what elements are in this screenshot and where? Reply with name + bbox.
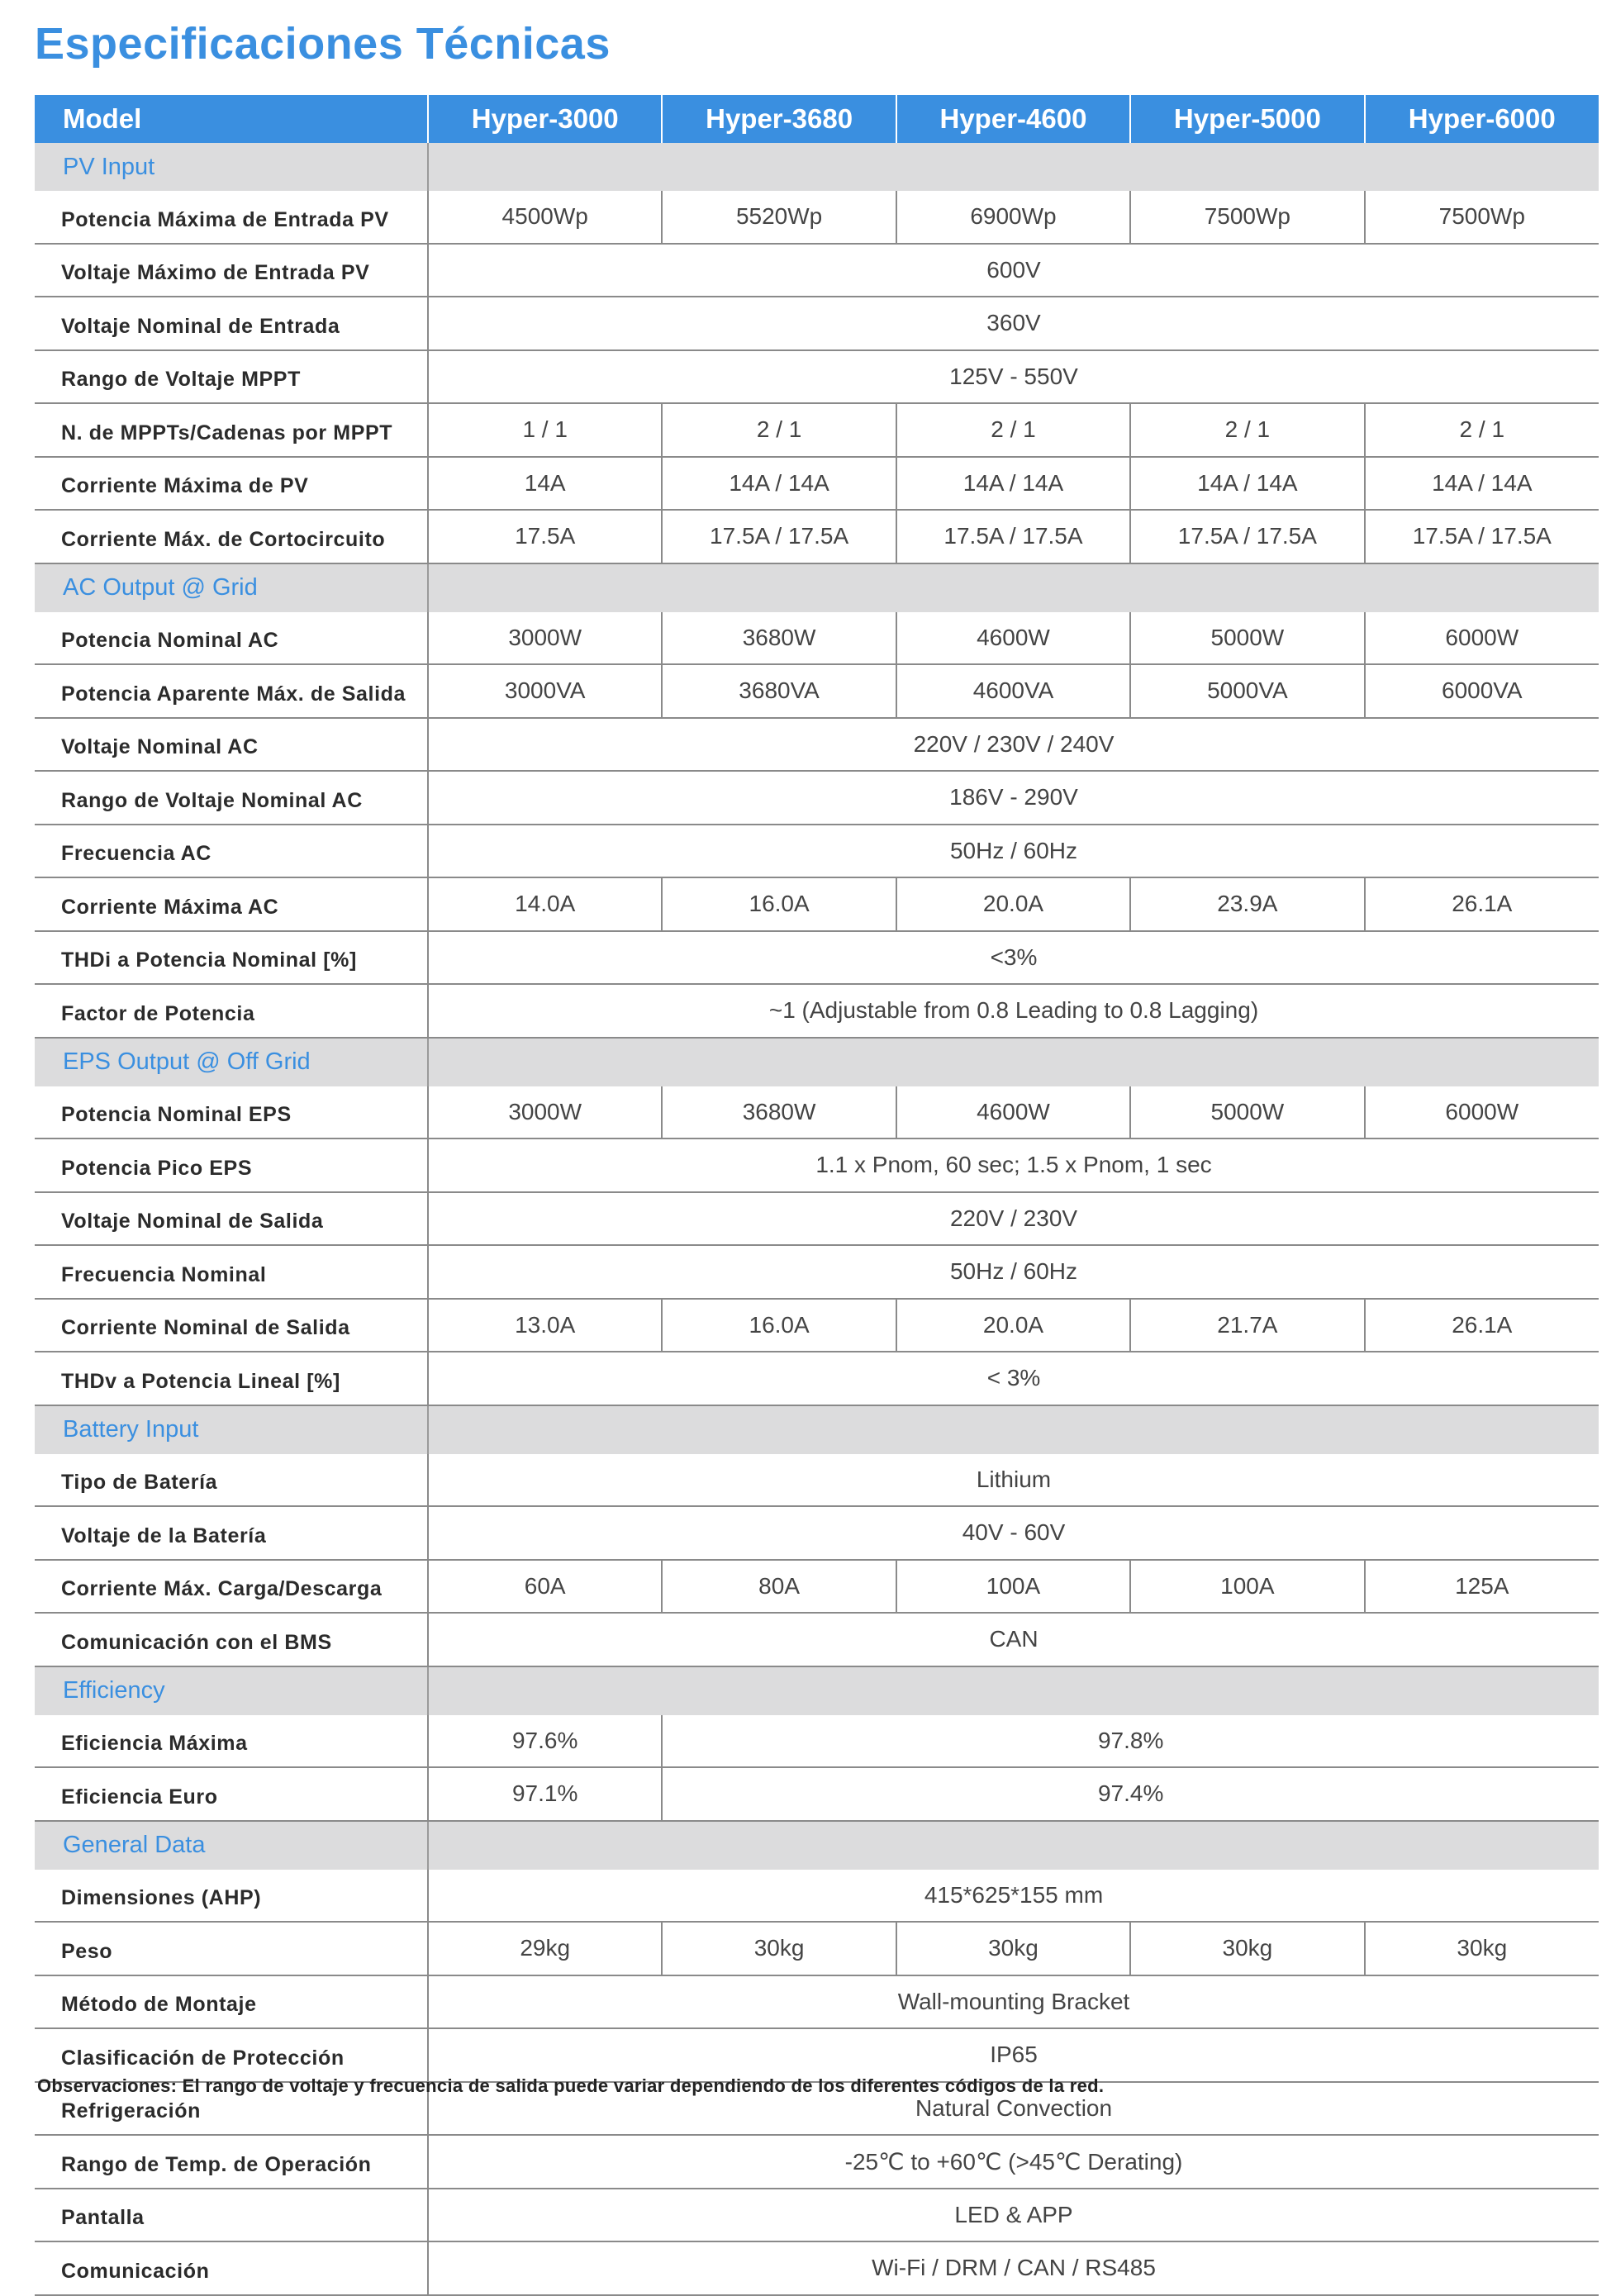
row-value: 5520Wp [662,191,896,244]
section-title: PV Input [35,143,428,191]
row-label: Clasificación de Protección [35,2028,428,2082]
row-value: 5000VA [1130,664,1364,718]
row-label: Método de Montaje [35,1975,428,2029]
table-row [35,664,1599,718]
row-value: 125V - 550V [428,350,1599,404]
row-value: 17.5A / 17.5A [1365,510,1599,563]
footnote: Observaciones: El rango de voltaje y frecuencia de salida puede variar dependiendo de los diferentes códigos de la red. [37,2075,1105,2096]
header-model-name: Hyper-6000 [1365,95,1599,143]
table-row [35,1192,1599,1246]
row-label: Tipo de Batería [35,1454,428,1507]
section-header-row [35,563,1599,612]
row-label: Frecuencia Nominal [35,1245,428,1299]
section-header-row [35,143,1599,191]
table-row [35,984,1599,1038]
row-value: IP65 [428,2028,1599,2082]
row-value: Natural Convection [428,2082,1599,2136]
spec-table [35,95,1599,2296]
row-value: 16.0A [662,1299,896,1352]
row-label: Dimensiones (AHP) [35,1870,428,1923]
table-row [35,403,1599,457]
row-value: 80A [662,1560,896,1614]
row-value: 97.1% [428,1767,662,1821]
row-value: 17.5A / 17.5A [1130,510,1364,563]
row-value: 4600W [896,612,1130,665]
page-title: Especificaciones Técnicas [35,19,611,69]
row-label: Eficiencia Euro [35,1767,428,1821]
row-value: < 3% [428,1352,1599,1405]
row-value: 14A / 14A [896,457,1130,511]
row-value: LED & APP [428,2189,1599,2242]
table-row [35,244,1599,297]
table-row [35,1560,1599,1614]
row-value: 2 / 1 [662,403,896,457]
section-fill [428,1666,1599,1715]
row-value: 13.0A [428,1299,662,1352]
row-label: Corriente Máxima de PV [35,457,428,511]
table-row [35,1138,1599,1192]
table-row [35,1975,1599,2029]
row-value: 5000W [1130,612,1364,665]
row-value: 220V / 230V [428,1192,1599,1246]
row-value: 20.0A [896,877,1130,931]
row-value: 23.9A [1130,877,1364,931]
row-value: 30kg [1130,1922,1364,1975]
table-row [35,931,1599,985]
table-row [35,1870,1599,1923]
row-label: THDi a Potencia Nominal [%] [35,931,428,985]
row-label: Pantalla [35,2189,428,2242]
row-value: 2 / 1 [1365,403,1599,457]
row-value: 17.5A [428,510,662,563]
section-fill [428,1405,1599,1454]
row-value: 21.7A [1130,1299,1364,1352]
row-value: 220V / 230V / 240V [428,718,1599,772]
section-header-row [35,1038,1599,1086]
row-value: 16.0A [662,877,896,931]
row-value: 26.1A [1365,877,1599,931]
row-label: Corriente Máxima AC [35,877,428,931]
row-label: Factor de Potencia [35,984,428,1038]
row-value: 2 / 1 [896,403,1130,457]
table-row [35,1767,1599,1821]
row-value: 14A [428,457,662,511]
row-value: 17.5A / 17.5A [662,510,896,563]
row-value: 14A / 14A [662,457,896,511]
row-value: 60A [428,1560,662,1614]
row-value: 14A / 14A [1365,457,1599,511]
row-value: 3680W [662,1086,896,1139]
row-value: 100A [896,1560,1130,1614]
row-label: Corriente Máx. Carga/Descarga [35,1560,428,1614]
row-label: Potencia Máxima de Entrada PV [35,191,428,244]
row-label: Voltaje Nominal de Entrada [35,297,428,350]
table-row [35,612,1599,665]
row-value: 97.6% [428,1715,662,1768]
row-value: 415*625*155 mm [428,1870,1599,1923]
table-row [35,2189,1599,2242]
header-model-name: Hyper-4600 [896,95,1130,143]
row-label: Frecuencia AC [35,825,428,878]
row-value: 6900Wp [896,191,1130,244]
row-label: Eficiencia Máxima [35,1715,428,1768]
table-row [35,825,1599,878]
row-value: 97.8% [662,1715,1599,1768]
row-value: 3000W [428,1086,662,1139]
spec-table-body [35,143,1599,2295]
row-value: Wi-Fi / DRM / CAN / RS485 [428,2241,1599,2295]
section-header-row [35,1405,1599,1454]
table-row [35,877,1599,931]
section-title: AC Output @ Grid [35,563,428,612]
table-row [35,510,1599,563]
section-fill [428,1038,1599,1086]
section-title: Efficiency [35,1666,428,1715]
row-label: Potencia Aparente Máx. de Salida [35,664,428,718]
table-row [35,297,1599,350]
row-value: 7500Wp [1365,191,1599,244]
row-label: Voltaje Nominal de Salida [35,1192,428,1246]
row-label: Rango de Voltaje MPPT [35,350,428,404]
row-label: Peso [35,1922,428,1975]
table-row [35,1299,1599,1352]
row-value: 14.0A [428,877,662,931]
row-value: 360V [428,297,1599,350]
table-row [35,1922,1599,1975]
row-label: Corriente Máx. de Cortocircuito [35,510,428,563]
table-row [35,2028,1599,2082]
section-fill [428,143,1599,191]
table-row [35,2135,1599,2189]
row-value: Wall-mounting Bracket [428,1975,1599,2029]
row-value: 1 / 1 [428,403,662,457]
row-label: Potencia Pico EPS [35,1138,428,1192]
table-row [35,771,1599,825]
table-row [35,2241,1599,2295]
row-value: 125A [1365,1560,1599,1614]
section-title: Battery Input [35,1405,428,1454]
row-label: Voltaje Máximo de Entrada PV [35,244,428,297]
table-row [35,1086,1599,1139]
row-label: Rango de Voltaje Nominal AC [35,771,428,825]
row-value: 4500Wp [428,191,662,244]
row-label: Voltaje de la Batería [35,1506,428,1560]
row-value: 4600W [896,1086,1130,1139]
section-header-row [35,1666,1599,1715]
row-value: 14A / 14A [1130,457,1364,511]
row-value: Lithium [428,1454,1599,1507]
row-label: N. de MPPTs/Cadenas por MPPT [35,403,428,457]
section-header-row [35,1821,1599,1870]
table-row [35,1454,1599,1507]
row-value: 5000W [1130,1086,1364,1139]
row-value: 29kg [428,1922,662,1975]
section-title: General Data [35,1821,428,1870]
row-value: 100A [1130,1560,1364,1614]
section-fill [428,563,1599,612]
row-label: Comunicación [35,2241,428,2295]
row-value: 7500Wp [1130,191,1364,244]
header-model-name: Hyper-5000 [1130,95,1364,143]
header-model-label: Model [35,95,428,143]
row-label: Potencia Nominal AC [35,612,428,665]
row-value: 50Hz / 60Hz [428,1245,1599,1299]
row-label: THDv a Potencia Lineal [%] [35,1352,428,1405]
row-value: 40V - 60V [428,1506,1599,1560]
row-value: 20.0A [896,1299,1130,1352]
table-row [35,191,1599,244]
row-label: Refrigeración [35,2082,428,2136]
row-label: Comunicación con el BMS [35,1613,428,1666]
row-label: Voltaje Nominal AC [35,718,428,772]
row-value: 3000VA [428,664,662,718]
row-value: 26.1A [1365,1299,1599,1352]
row-value: 4600VA [896,664,1130,718]
row-value: 3680VA [662,664,896,718]
row-value: 97.4% [662,1767,1599,1821]
row-value: 17.5A / 17.5A [896,510,1130,563]
header-model-name: Hyper-3000 [428,95,662,143]
row-value: -25℃ to +60℃ (>45℃ Derating) [428,2135,1599,2189]
row-value: 50Hz / 60Hz [428,825,1599,878]
row-value: 30kg [1365,1922,1599,1975]
row-value: 6000VA [1365,664,1599,718]
row-value: 30kg [896,1922,1130,1975]
table-row [35,1613,1599,1666]
row-value: 6000W [1365,612,1599,665]
row-value: 1.1 x Pnom, 60 sec; 1.5 x Pnom, 1 sec [428,1138,1599,1192]
table-row [35,1506,1599,1560]
section-title: EPS Output @ Off Grid [35,1038,428,1086]
table-row [35,350,1599,404]
table-row [35,1715,1599,1768]
row-value: ~1 (Adjustable from 0.8 Leading to 0.8 Lagging) [428,984,1599,1038]
row-value: <3% [428,931,1599,985]
table-row [35,1245,1599,1299]
row-value: 30kg [662,1922,896,1975]
row-value: 3680W [662,612,896,665]
row-label: Corriente Nominal de Salida [35,1299,428,1352]
row-value: 186V - 290V [428,771,1599,825]
header-model-name: Hyper-3680 [662,95,896,143]
row-value: CAN [428,1613,1599,1666]
row-label: Potencia Nominal EPS [35,1086,428,1139]
row-value: 6000W [1365,1086,1599,1139]
row-value: 600V [428,244,1599,297]
section-fill [428,1821,1599,1870]
table-row [35,718,1599,772]
row-value: 3000W [428,612,662,665]
row-label: Rango de Temp. de Operación [35,2135,428,2189]
table-row [35,1352,1599,1405]
row-value: 2 / 1 [1130,403,1364,457]
table-header-row [35,95,1599,143]
table-row [35,457,1599,511]
